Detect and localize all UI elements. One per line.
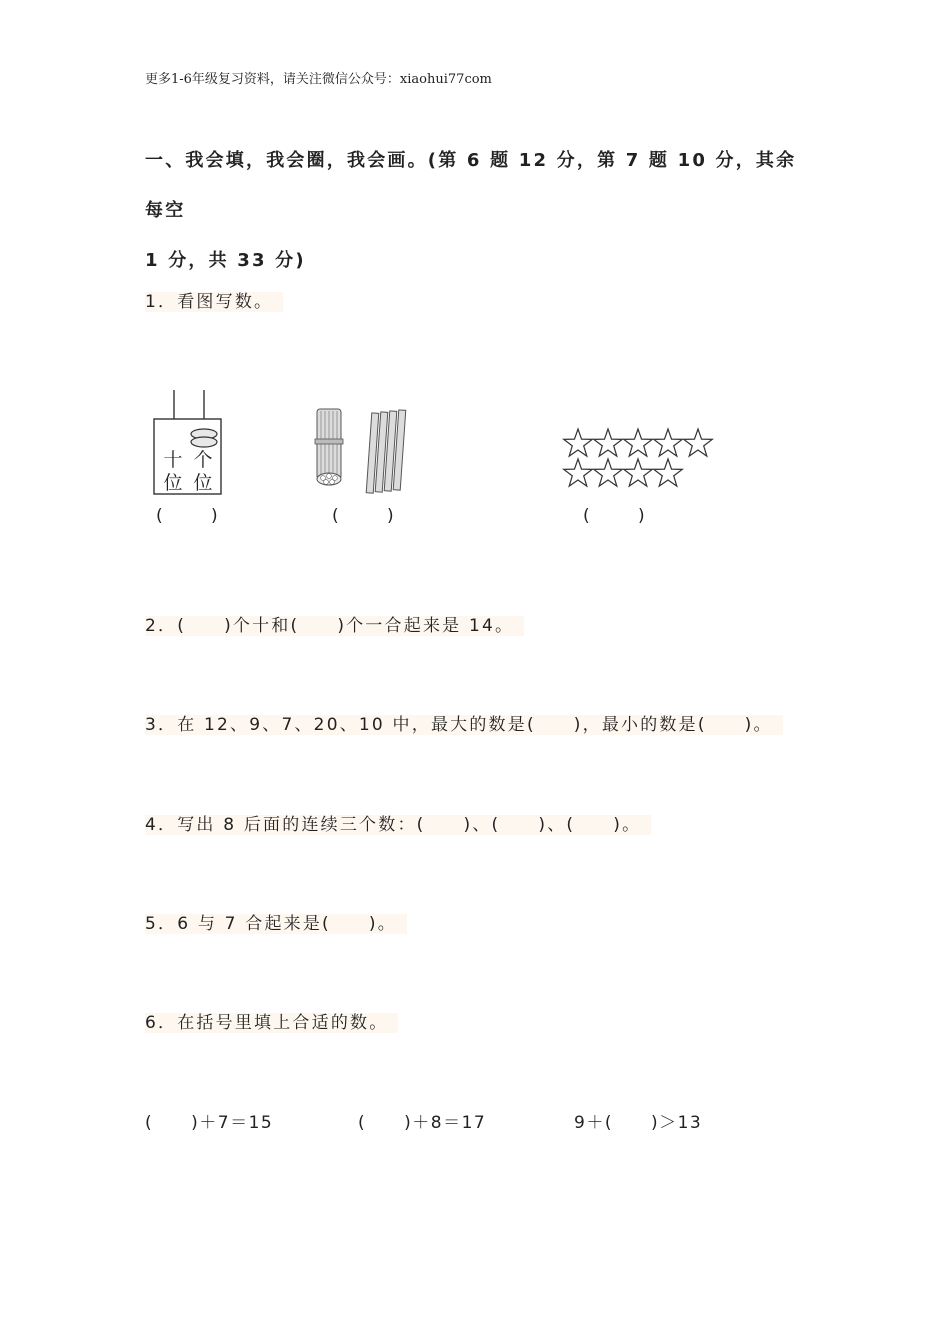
equation-3 [574, 1108, 702, 1133]
star-icon [594, 459, 623, 486]
abacus-bead [191, 437, 217, 447]
question-5-part2: )。 [368, 914, 397, 934]
section-title [145, 136, 815, 286]
abacus-ones-label-1: 个 [193, 449, 213, 471]
star-icon [564, 429, 593, 456]
question-4-part4: )。 [613, 815, 642, 835]
star-icon [684, 429, 713, 456]
section-title-line1: 一、我会填，我会圈，我会画。(第 6 题 12 分，第 7 题 10 分，其余每空 [145, 150, 797, 221]
question-3-part2: )，最小的数是( [573, 715, 707, 735]
abacus-tens-label-2: 位 [163, 472, 183, 494]
answer-paren-open: ( [583, 506, 590, 526]
question-4-part2: )、( [463, 815, 501, 835]
equation-2-open: ( [358, 1113, 367, 1133]
equation-2-rest: )＋8＝17 [404, 1113, 487, 1133]
question-2-part2: )个十和( [224, 616, 300, 636]
star-icon [624, 429, 653, 456]
question-3-part3: )。 [744, 715, 773, 735]
stick-bundle [315, 409, 343, 485]
abacus-ones-label-2: 位 [193, 472, 213, 494]
question-2-num: 2． [145, 616, 178, 636]
answer-paren-close: ) [211, 506, 218, 526]
question-2 [145, 611, 524, 636]
question-2-part3: )个一合起来是 14。 [337, 616, 515, 636]
question-5 [145, 909, 407, 934]
question-4-part1: 4．写出 8 后面的连续三个数：( [145, 815, 426, 835]
equation-2 [358, 1108, 486, 1133]
abacus-tens-label-1: 十 [163, 449, 183, 471]
answer-paren-open: ( [332, 506, 339, 526]
sticks-figure [315, 409, 406, 526]
star-icon [594, 429, 623, 456]
header-note: 更多1-6年级复习资料，请关注微信公众号：xiaohui77com [145, 72, 492, 87]
q1-figures [140, 385, 740, 530]
loose-sticks [366, 410, 406, 493]
question-1-text: 1．看图写数。 [145, 292, 283, 312]
equation-3-rest: )＞13 [650, 1113, 703, 1133]
answer-paren-close: ) [638, 506, 645, 526]
question-5-part1: 5．6 与 7 合起来是( [145, 914, 331, 934]
answer-paren-close: ) [387, 506, 394, 526]
question-4 [145, 810, 651, 835]
question-1 [145, 287, 283, 312]
question-3 [145, 710, 783, 735]
question-2-part1: ( [177, 616, 187, 636]
equation-1 [145, 1108, 273, 1133]
equation-1-open: ( [145, 1113, 154, 1133]
star-icon [564, 459, 593, 486]
question-6-text: 6．在括号里填上合适的数。 [145, 1013, 398, 1033]
star-icon [624, 459, 653, 486]
equation-1-rest: )＋7＝15 [191, 1113, 274, 1133]
question-4-part3: )、( [538, 815, 576, 835]
stars-figure [564, 429, 713, 526]
equation-3-open: 9＋( [574, 1113, 613, 1133]
answer-paren-open: ( [156, 506, 163, 526]
star-icon [654, 429, 683, 456]
abacus-figure [154, 390, 221, 526]
question-3-part1: 3．在 12、9、7、20、10 中，最大的数是( [145, 715, 536, 735]
section-title-line2: 1 分，共 33 分) [145, 250, 306, 271]
question-6 [145, 1008, 398, 1033]
star-icon [654, 459, 683, 486]
